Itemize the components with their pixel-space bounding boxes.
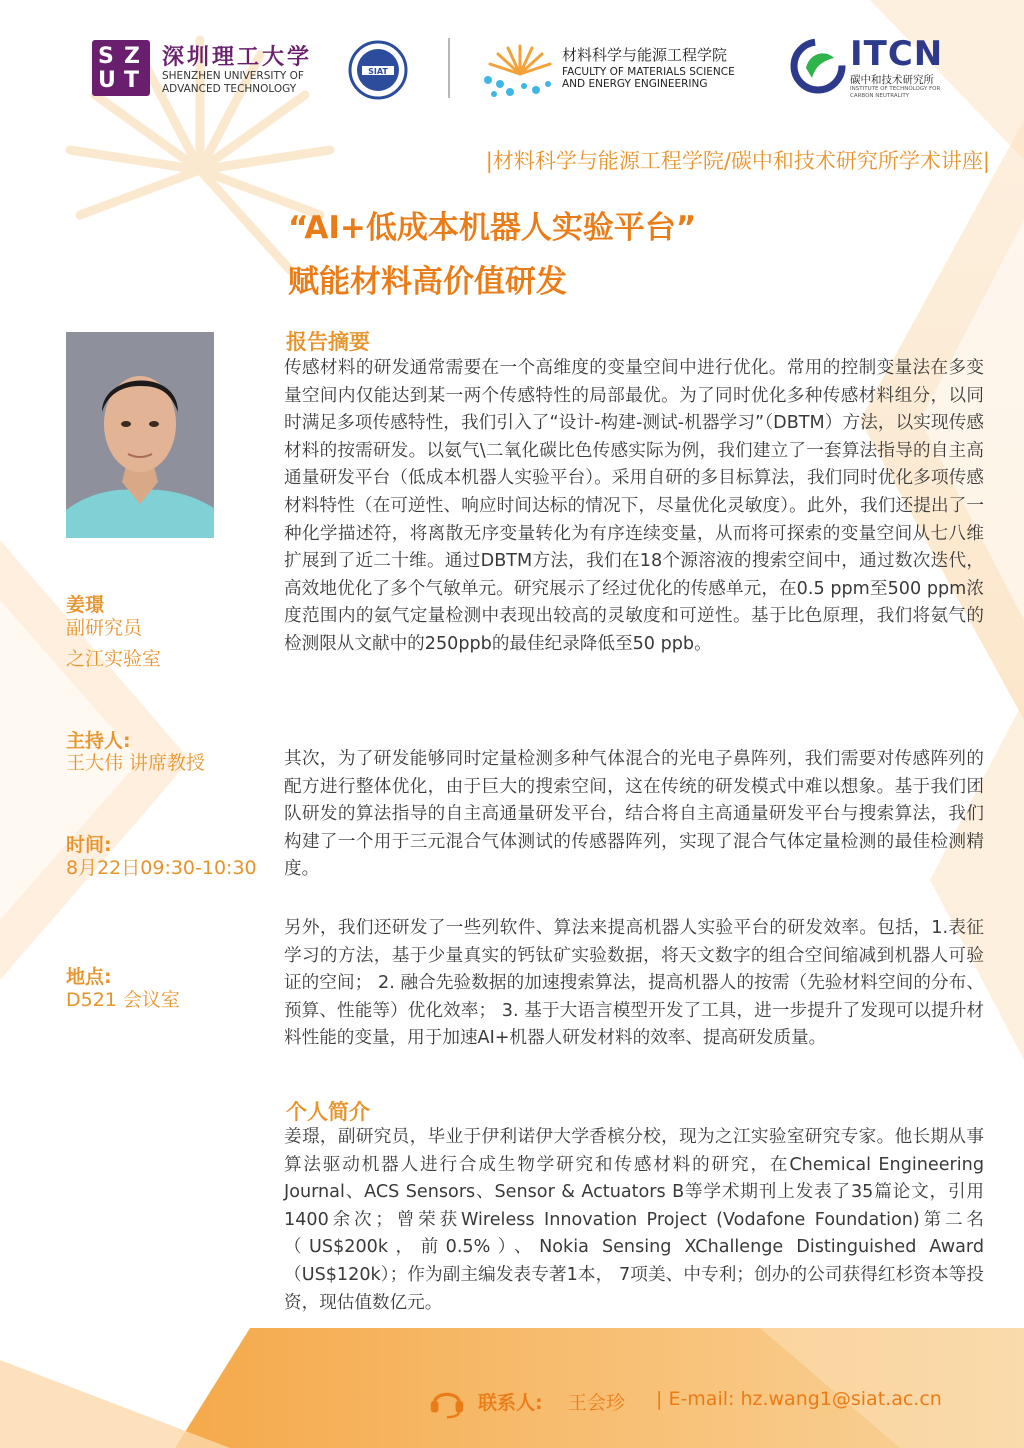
place-value: D521 会议室 — [66, 989, 180, 1011]
bio-heading: 个人简介 — [286, 1100, 370, 1124]
time-value: 8月22日09:30-10:30 — [66, 857, 257, 879]
siat-seal-logo — [348, 40, 408, 100]
szuat-name-cn: 深圳理工大学 — [162, 45, 313, 70]
itcn-logo — [790, 34, 980, 100]
faculty-name-en: FACULTY OF MATERIALS SCIENCE AND ENERGY ENGINEERING — [562, 66, 735, 90]
faculty-emblem-icon — [480, 40, 560, 100]
itcn-name-en: INSTITUTE OF TECHNOLOGY FOR CARBON NEUTRALITY — [850, 86, 941, 99]
szuat-mark-icon: S Z U T — [92, 40, 150, 96]
abstract-paragraph-2: 其次，为了研发能够同时定量检测多种气体混合的光电子鼻阵列，我们需要对传感阵列的配方进行整体优化，由于巨大的搜索空间，这在传统的研发模式中难以想象。基于我们团队研发的算法指导的自主高通量研发平台，结合将自主高通量研发平台与搜索算法，我们构建了一个用于三元混合气体测试的传感器阵列，实现了混合气体定量检测的最佳检测精度。 — [284, 749, 984, 880]
speaker-name: 姜璟 — [66, 594, 105, 616]
header-divider — [448, 38, 450, 98]
speaker-affiliation: 之江实验室 — [66, 648, 162, 670]
title-line-1: “AI+低成本机器人实验平台” — [288, 210, 697, 246]
contact-bar — [428, 1382, 968, 1422]
host-label: 主持人: — [66, 730, 131, 752]
abstract-heading: 报告摘要 — [286, 330, 370, 354]
host-value: 王大伟 讲席教授 — [66, 752, 206, 774]
faculty-name-cn: 材料科学与能源工程学院 — [562, 46, 728, 64]
siat-label: SIAT — [368, 67, 388, 76]
speaker-role: 副研究员 — [66, 617, 143, 639]
contact-label: 联系人: — [478, 1392, 543, 1414]
szuat-logo — [92, 40, 332, 98]
time-label: 时间: — [66, 834, 112, 856]
speaker-photo — [66, 332, 214, 538]
faculty-logo — [480, 40, 770, 100]
contact-email[interactable]: | E-mail: hz.wang1@siat.ac.cn — [656, 1388, 942, 1410]
szuat-name-en: SHENZHEN UNIVERSITY OF ADVANCED TECHNOLOGY — [162, 70, 304, 95]
contact-name: 王会珍 — [568, 1392, 626, 1414]
itcn-wordmark: ITCN — [850, 34, 944, 74]
lecture-series-label: |材料科学与能源工程学院/碳中和技术研究所学术讲座| — [485, 149, 990, 173]
place-label: 地点: — [66, 966, 112, 988]
title-line-2: 赋能材料高价值研发 — [288, 264, 567, 300]
abstract-paragraph-3: 另外，我们还研发了一些列软件、算法来提高机器人实验平台的研发效率。包括，1.表征学习的方法，基于少量真实的钙钛矿实验数据，将天文数字的组合空间缩减到机器人可验证的空间； 2. 融合先验数据的加速搜索算法，提高机器人的按需（先验材料空间的分布、预算、性能等）优化效率； 3. 基于大语言模型开发了工具，进一步提升了发现可以提升材料性能的变量，用于加速AI+机器人研发材料的效率、提高研发质量。 — [284, 918, 984, 1049]
itcn-name-cn: 碳中和技术研究所 — [850, 74, 934, 86]
abstract-paragraph-1: 传感材料的研发通常需要在一个高维度的变量空间中进行优化。常用的控制变量法在多变量空间内仅能达到某一两个传感特性的局部最优。为了同时优化多种传感材料组分，以同时满足多项传感特性，我们引入了“设计-构建-测试-机器学习”（DBTM）方法，以实现传感材料的按需研发。以氨气\二氧化碳比色传感实际为例，我们建立了一套算法指导的自主高通量研发平台（低成本机器人实验平台）。采用自研的多目标算法，我们同时优化多项传感材料特性（在可逆性、响应时间达标的情况下，尽量优化灵敏度）。此外，我们还提出了一种化学描述符，将离散无序变量转化为有序连续变量，从而将可探索的变量空间从七八维扩展到了近二十维。通过DBTM方法，我们在18个源溶液的搜索空间中，通过数次迭代，高效地优化了多个气敏单元。研究展示了经过优化的传感单元，在0.5 ppm至500 ppm浓度范围内的氨气定量检测中表现出较高的灵敏度和可逆性。基于比色原理，我们将氨气的检测限从文献中的250ppb的最佳纪录降低至50 ppb。 — [284, 358, 984, 654]
bio-paragraph: 姜璟，副研究员，毕业于伊利诺伊大学香槟分校，现为之江实验室研究专家。他长期从事算法驱动机器人进行合成生物学研究和传感材料的研究，在Chemical Engineering Journal、ACS Sensors、Sensor & Actuators B等学术期刊上发表了35篇论文，引用1400余次；曾荣获Wireless Innovation Project (Vodafone Foundation)第二名（US$200k，前0.5%）、Nokia Sensing XChallenge Distinguished Award（US$120k）；作为副主编发表专著1本， 7项美、中专利；创办的公司获得红杉资本等投资，现估值数亿元。 — [284, 1127, 984, 1313]
itcn-emblem-icon — [790, 38, 846, 94]
headset-icon — [428, 1382, 466, 1420]
